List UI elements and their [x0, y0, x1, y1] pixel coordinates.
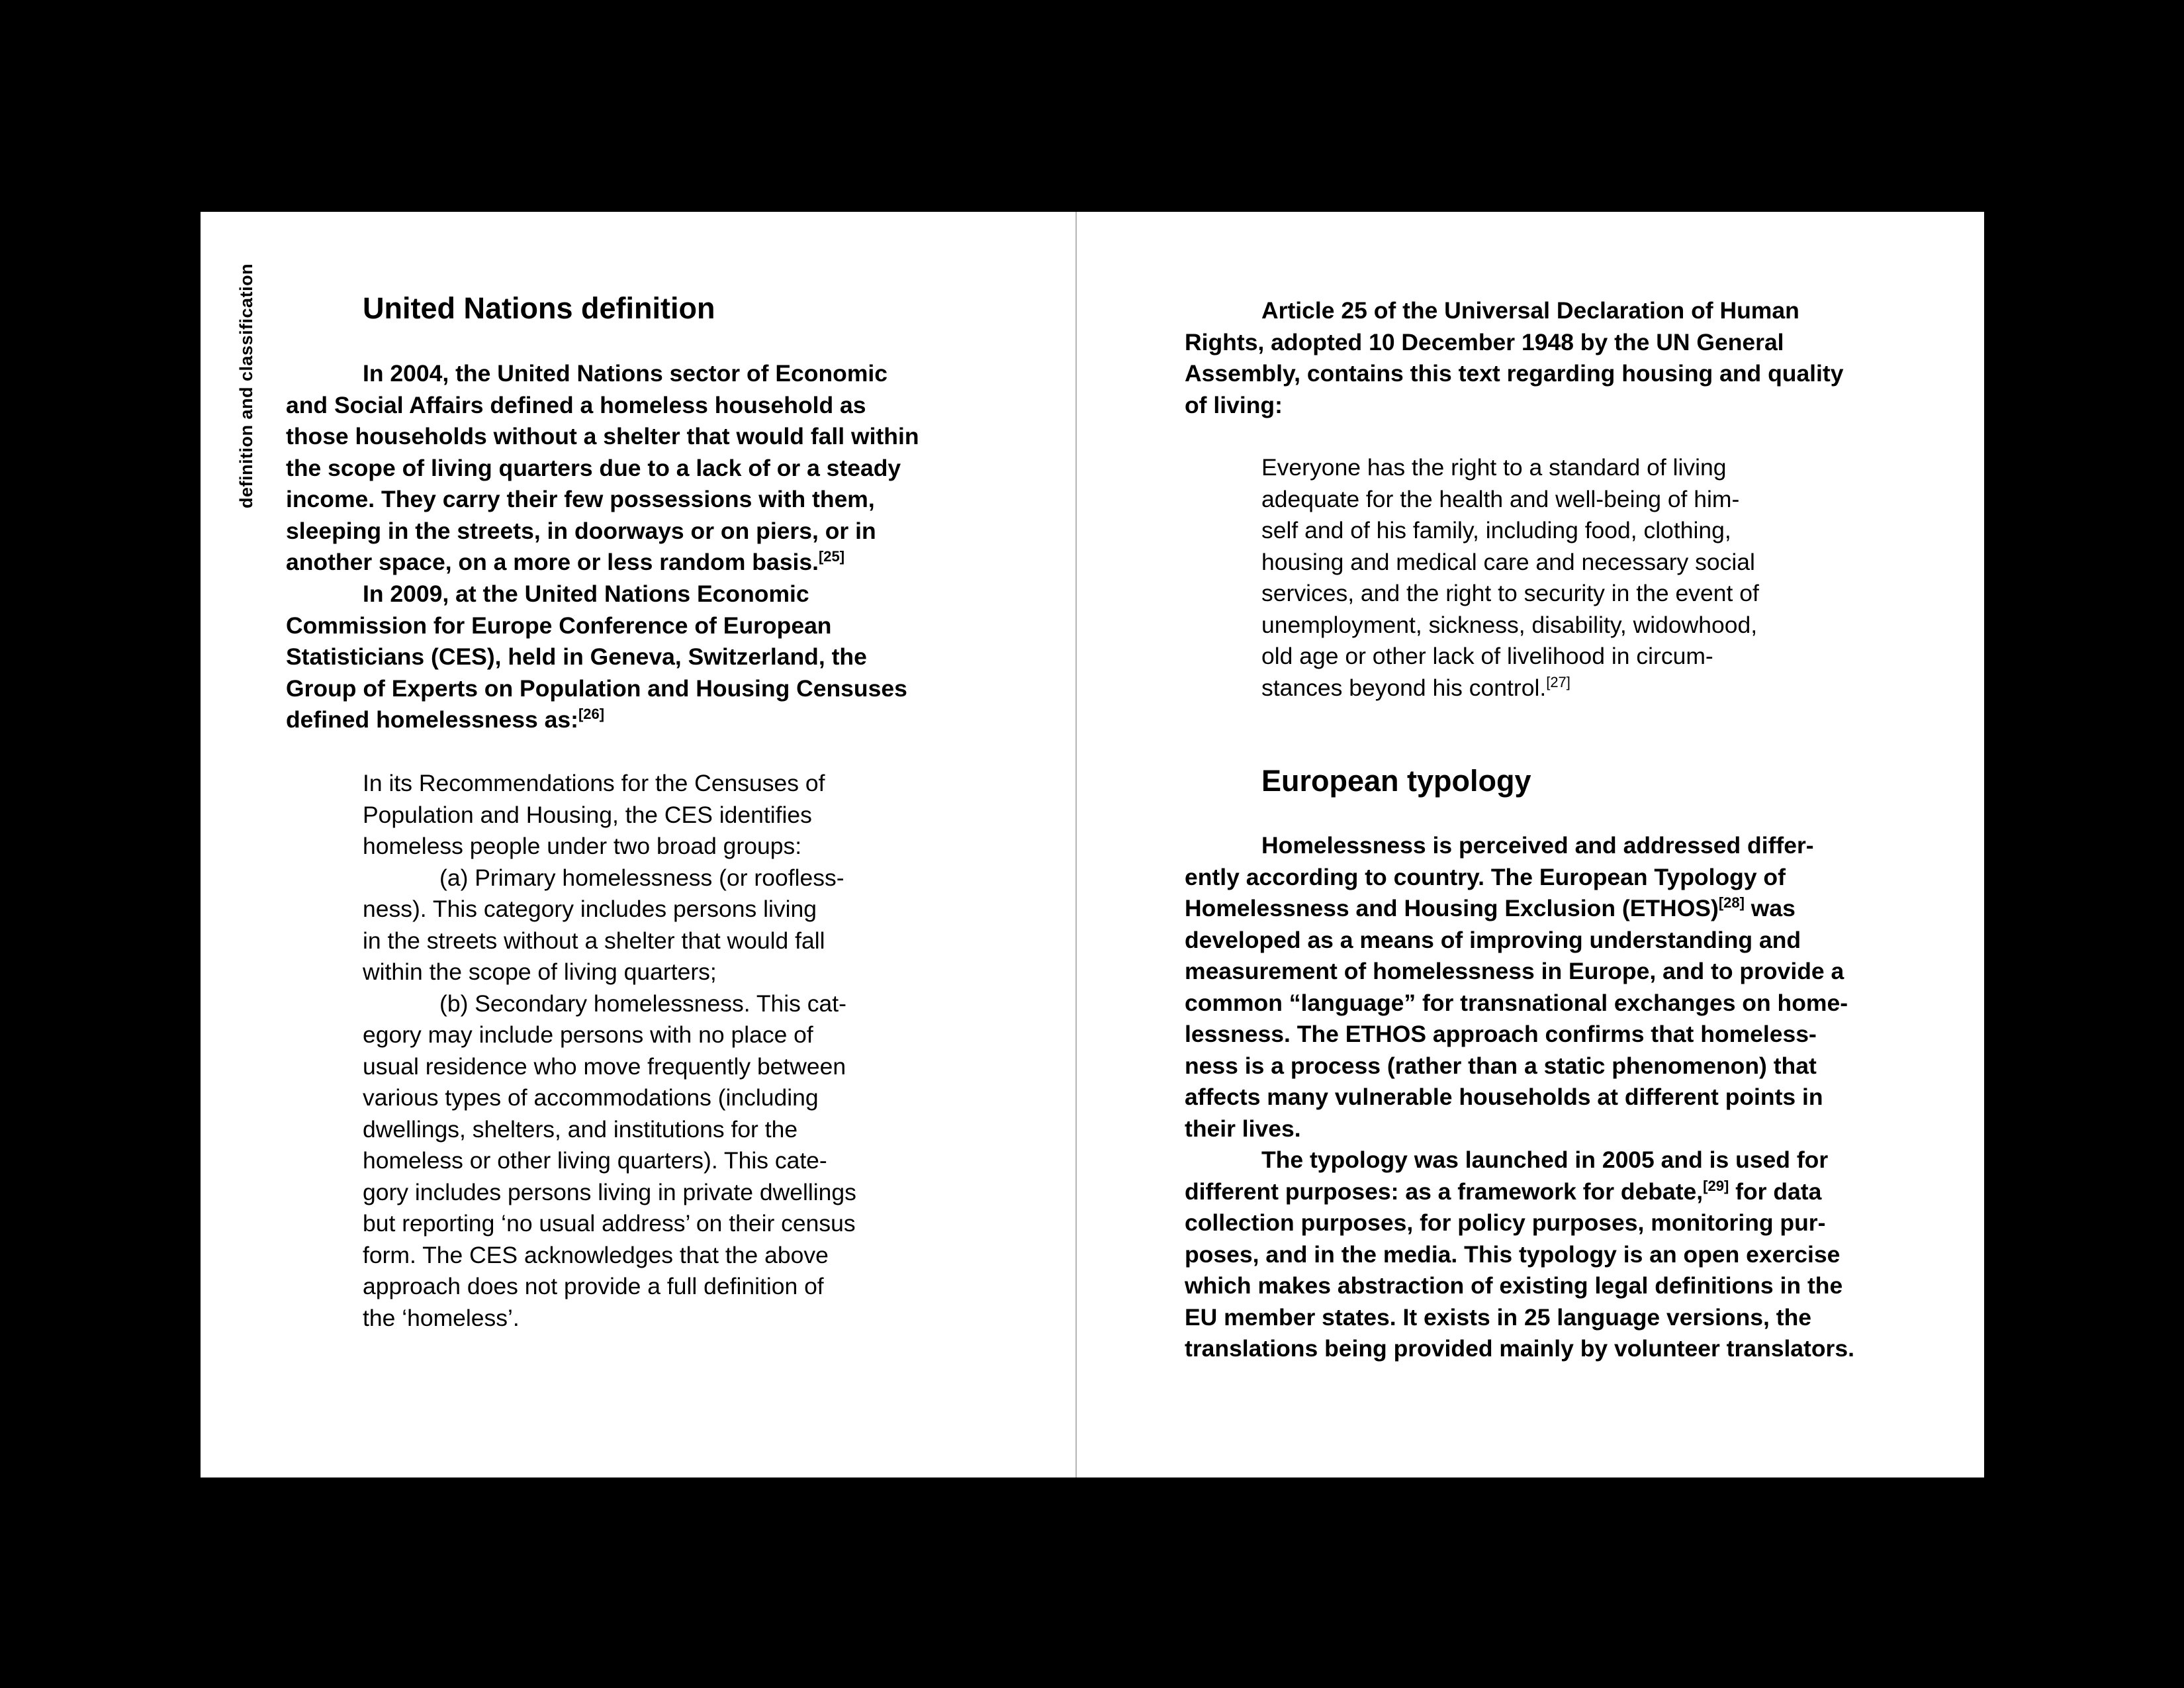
text-line-content: Homelessness and Housing Exclusion (ETHOS) [1185, 895, 1719, 921]
quote-line: various types of accommodations (including [363, 1084, 819, 1111]
quote-line: ness). This category includes persons living [363, 896, 817, 922]
quote-line: old age or other lack of livelihood in circum- [1261, 643, 1713, 669]
left-page [201, 212, 1075, 1574]
running-head: definition and classification [236, 263, 256, 508]
right-page [1075, 212, 1984, 1477]
un-2004-paragraph [286, 358, 919, 579]
text-line: Assembly, contains this text regarding housing and quality [1185, 360, 1844, 387]
text-line: lessness. The ETHOS approach confirms that homeless- [1185, 1021, 1817, 1047]
european-typology-paragraph-1 [1185, 830, 1848, 1145]
text-line-content: different purposes: as a framework for debate, [1185, 1178, 1704, 1205]
article-25-intro [1185, 295, 1843, 421]
text-line: income. They carry their few possessions with them, [286, 486, 875, 512]
text-line-content: another space, on a more or less random basis. [286, 549, 819, 575]
quote-line: form. The CES acknowledges that the above [363, 1241, 829, 1268]
text-line: ently according to country. The European Typology of [1185, 863, 1786, 890]
text-line: In 2004, the United Nations sector of Economic [363, 360, 887, 387]
european-typology-paragraph-2 [1185, 1145, 1854, 1365]
text-line-content: for data [1729, 1178, 1822, 1205]
footnote-ref-25[interactable]: [25] [818, 548, 845, 565]
article-25-quote [1261, 452, 1759, 704]
quote-line: (b) Secondary homelessness. This cat- [439, 990, 846, 1017]
text-line: EU member states. It exists in 25 language versions, the [1185, 1303, 1812, 1331]
quote-line: In its Recommendations for the Censuses of [363, 770, 825, 796]
quote-line: but reporting ‘no usual address’ on their census [363, 1210, 856, 1237]
quote-line: self and of his family, including food, clothing, [1261, 517, 1731, 543]
ces-quote-block [363, 768, 856, 1334]
quote-line: gory includes persons living in private dwellings [363, 1178, 856, 1205]
quote-line: the ‘homeless’. [363, 1304, 520, 1331]
text-line: Homelessness is perceived and addressed differ- [1261, 832, 1814, 859]
text-line: poses, and in the media. This typology is an open exercise [1185, 1241, 1841, 1268]
page-number: 012 [236, 1544, 256, 1574]
text-line [1185, 1176, 1854, 1208]
text-line-content: defined homelessness as: [286, 706, 578, 733]
quote-line: unemployment, sickness, disability, widowhood, [1261, 611, 1758, 638]
footnote-ref-28[interactable]: [28] [1718, 894, 1745, 912]
quote-line: (a) Primary homelessness (or roofless- [439, 864, 844, 891]
text-line: The typology was launched in 2005 and is used for [1261, 1147, 1829, 1173]
text-line: collection purposes, for policy purposes, monitoring pur- [1185, 1209, 1826, 1236]
quote-line: Population and Housing, the CES identifies [363, 801, 812, 828]
quote-line: adequate for the health and well-being of him- [1261, 485, 1740, 512]
text-line: sleeping in the streets, in doorways or on piers, or in [286, 517, 876, 544]
quote-line: housing and medical care and necessary social [1261, 548, 1755, 575]
quote-line: approach does not provide a full definition of [363, 1273, 824, 1299]
quote-line: within the scope of living quarters; [363, 959, 717, 985]
footnote-ref-27[interactable]: [27] [1546, 673, 1570, 690]
quote-line: homeless or other living quarters). This cate- [363, 1147, 827, 1174]
text-line: measurement of homelessness in Europe, and to provide a [1185, 958, 1844, 984]
section-title-united-nations: United Nations definition [363, 291, 715, 325]
text-line: Commission for Europe Conference of European [286, 612, 832, 639]
text-line: their lives. [1185, 1115, 1301, 1142]
footnote-ref-29[interactable]: [29] [1703, 1177, 1729, 1194]
text-line: In 2009, at the United Nations Economic [363, 581, 809, 607]
text-line [286, 704, 907, 736]
text-line: Group of Experts on Population and Housing Censuses [286, 675, 907, 702]
text-line [286, 547, 919, 579]
text-line: translations being provided mainly by volunteer translators. [1185, 1335, 1854, 1362]
un-2009-paragraph [286, 579, 907, 736]
text-line: of living: [1185, 391, 1283, 418]
text-line: affects many vulnerable households at different points in [1185, 1084, 1823, 1110]
text-line: Statisticians (CES), held in Geneva, Switzerland, the [286, 643, 867, 670]
text-line-content: was [1744, 895, 1796, 921]
book-spread [201, 212, 1984, 1574]
quote-line: services, and the right to security in the event of [1261, 580, 1759, 606]
quote-line: usual residence who move frequently between [363, 1053, 846, 1080]
quote-line-content: stances beyond his control. [1261, 674, 1547, 701]
footnote-ref-26[interactable]: [26] [578, 706, 605, 723]
section-title-european-typology: European typology [1261, 764, 1531, 798]
quote-line: homeless people under two broad groups: [363, 833, 802, 859]
quote-line: egory may include persons with no place of [363, 1021, 813, 1048]
text-line: common “language” for transnational exchanges on home- [1185, 989, 1848, 1016]
text-line [1185, 893, 1848, 925]
quote-line: dwellings, shelters, and institutions for the [363, 1115, 798, 1143]
quote-line: in the streets without a shelter that would fall [363, 927, 825, 954]
text-line: developed as a means of improving understanding and [1185, 926, 1801, 953]
text-line: Article 25 of the Universal Declaration of Human [1261, 297, 1799, 324]
text-line: Rights, adopted 10 December 1948 by the UN General [1185, 328, 1784, 355]
text-line: and Social Affairs defined a homeless household as [286, 391, 866, 418]
text-line: the scope of living quarters due to a lack of or a steady [286, 454, 901, 481]
quote-line: Everyone has the right to a standard of living [1261, 454, 1727, 481]
text-line: which makes abstraction of existing legal definitions in the [1185, 1272, 1843, 1299]
quote-line [1261, 673, 1759, 704]
text-line: ness is a process (rather than a static phenomenon) that [1185, 1052, 1817, 1079]
text-line: those households without a shelter that would fall within [286, 423, 919, 449]
